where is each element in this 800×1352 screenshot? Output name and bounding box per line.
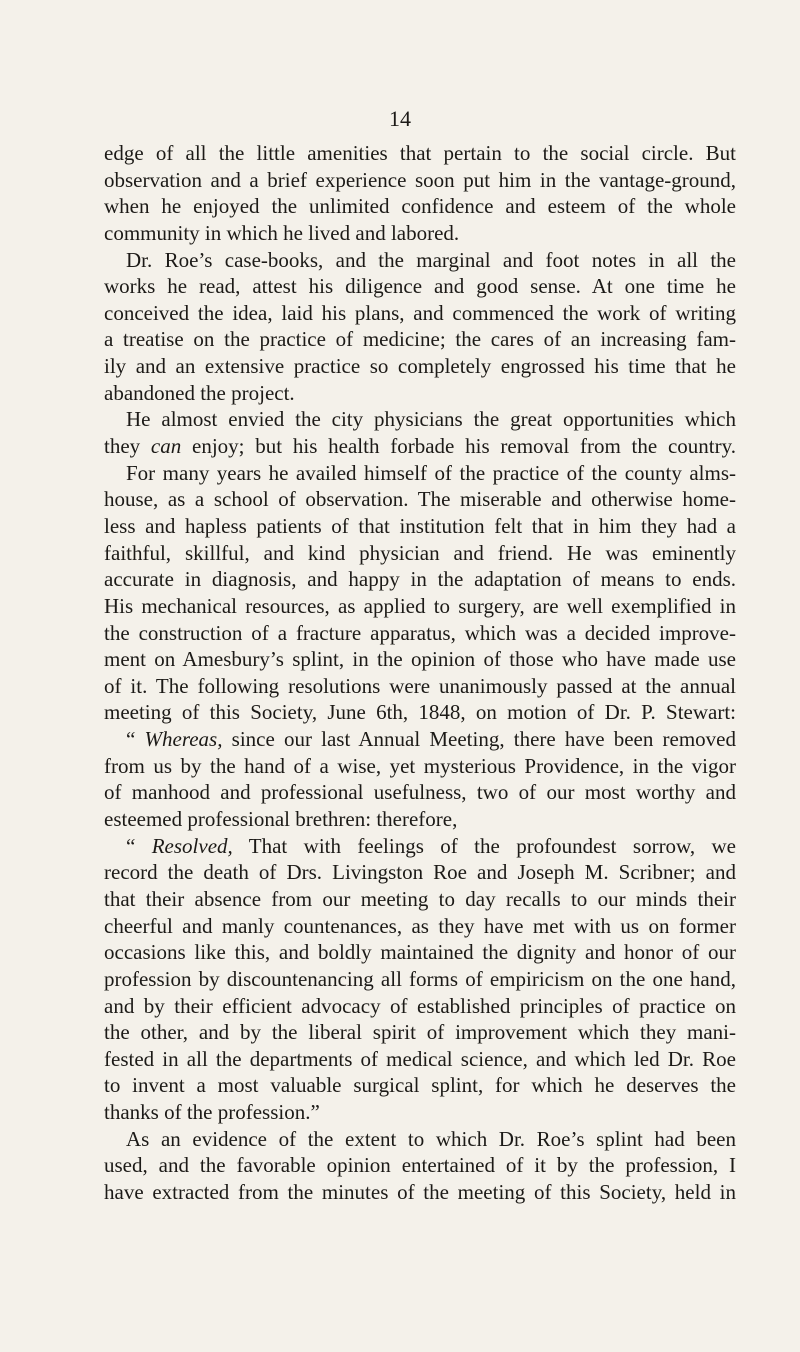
text-line: For many years he availed himself of the practice of the county alms- xyxy=(126,460,736,485)
text-line: esteemed professional brethren: therefore, xyxy=(104,807,458,832)
text-segment: since our last Annual Meeting, there have been removed xyxy=(222,727,737,752)
italic-word: Whereas, xyxy=(144,727,223,752)
text-line: observation and a brief experience soon put him in the vantage-ground, xyxy=(104,167,736,192)
text-line: abandoned the project. xyxy=(104,380,295,405)
text-segment: they xyxy=(104,434,151,459)
text-line: less and hapless patients of that institution felt that in him they had a xyxy=(104,513,736,538)
text-line: and by their efficient advocacy of established principles of practice on xyxy=(104,993,736,1018)
text-line: He almost envied the city physicians the great opportunities which xyxy=(126,407,736,432)
text-line: the construction of a fracture apparatus, which was a decided improve- xyxy=(104,620,736,645)
text-line: Dr. Roe’s case-books, and the marginal and foot notes in all the xyxy=(126,247,736,272)
text-line: of it. The following resolutions were unanimously passed at the annual xyxy=(104,673,736,698)
text-line: house, as a school of observation. The miserable and otherwise home- xyxy=(104,487,736,512)
text-line: As an evidence of the extent to which Dr. Roe’s splint had been xyxy=(126,1126,736,1151)
text-segment: “ xyxy=(126,833,152,858)
text-segment: “ xyxy=(126,727,145,752)
text-line: conceived the idea, laid his plans, and commenced the work of writing xyxy=(104,300,736,325)
text-line: from us by the hand of a wise, yet mysterious Providence, in the vigor xyxy=(104,753,736,778)
text-line: a treatise on the practice of medicine; the cares of an increasing fam- xyxy=(104,327,736,352)
text-line: thanks of the profession.” xyxy=(104,1100,320,1125)
text-line: that their absence from our meeting to day recalls to our minds their xyxy=(104,886,736,911)
text-segment: enjoy; but his health forbade his removal from the country. xyxy=(181,434,736,459)
text-line: faithful, skillful, and kind physician and friend. He was eminently xyxy=(104,540,736,565)
text-line: the other, and by the liberal spirit of improvement which they mani- xyxy=(104,1020,736,1045)
text-line: ily and an extensive practice so completely engrossed his time that he xyxy=(104,354,736,379)
text-line: ment on Amesbury’s splint, in the opinion of those who have made use xyxy=(104,647,736,672)
text-line: meeting of this Society, June 6th, 1848, on motion of Dr. P. Stewart: xyxy=(104,700,736,725)
text-line: community in which he lived and labored. xyxy=(104,220,460,245)
text-line: edge of all the little amenities that pertain to the social circle. But xyxy=(104,141,736,165)
italic-word: Resolved, xyxy=(151,833,233,858)
text-line: to invent a most valuable surgical splint, for which he deserves the xyxy=(104,1073,736,1098)
text-line: accurate in diagnosis, and happy in the adaptation of means to ends. xyxy=(104,567,736,592)
text-line: works he read, attest his diligence and good sense. At one time he xyxy=(104,274,736,299)
text-line: of manhood and professional usefulness, two of our most worthy and xyxy=(104,780,736,805)
text-segment: That with feelings of the profoundest sorrow, we xyxy=(232,833,736,858)
text-line: profession by discountenancing all forms of empiricism on the one hand, xyxy=(104,966,736,991)
text-line xyxy=(104,833,736,860)
body-text xyxy=(104,140,736,1206)
text-line: fested in all the departments of medical science, and which led Dr. Roe xyxy=(104,1046,736,1071)
text-line xyxy=(104,726,736,753)
italic-word: can xyxy=(150,434,182,459)
text-line: when he enjoyed the unlimited confidence and esteem of the whole xyxy=(104,194,736,219)
text-line: used, and the favorable opinion entertained of it by the profession, I xyxy=(104,1153,736,1178)
text-line xyxy=(104,433,736,460)
text-line: have extracted from the minutes of the meeting of this Society, held in xyxy=(104,1179,736,1204)
text-line: cheerful and manly countenances, as they have met with us on former xyxy=(104,913,736,938)
text-line: occasions like this, and boldly maintained the dignity and honor of our xyxy=(104,940,736,965)
text-line: His mechanical resources, as applied to surgery, are well exemplified in xyxy=(104,593,736,618)
text-line: record the death of Drs. Livingston Roe and Joseph M. Scribner; and xyxy=(104,860,736,885)
page-number: 14 xyxy=(389,106,411,131)
